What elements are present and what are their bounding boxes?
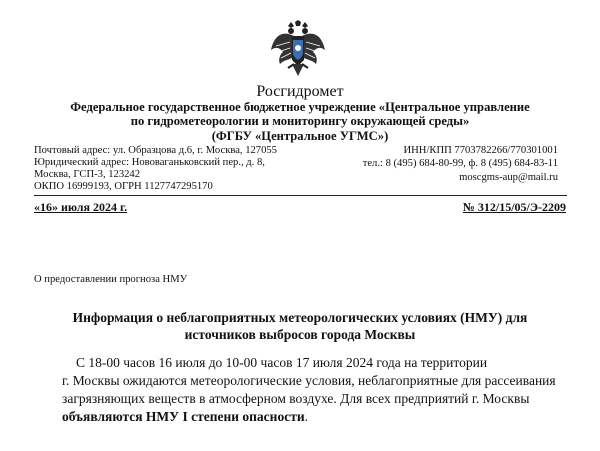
institution-line-1: Федеральное государственное бюджетное учреждение «Центральное управление	[70, 100, 530, 114]
legal-address-city: Москва, ГСП-3, 123242	[34, 169, 141, 180]
body-line-4	[62, 408, 576, 425]
institution-line-2: по гидрометеорологии и мониторингу окружающей среды»	[130, 114, 470, 128]
body-line-2: г. Москвы ожидаются метеорологические условия, неблагоприятные для рассеивания	[62, 373, 556, 388]
letter-subject: О предоставлении прогноза НМУ	[34, 274, 188, 285]
postal-address: Почтовый адрес: ул. Образцова д.6, г. Москва, 127055	[34, 145, 277, 156]
title-line-1: Информация о неблагоприятных метеорологических условиях (НМУ) для	[72, 310, 528, 325]
header-divider	[34, 195, 567, 196]
body-line-3: загрязняющих веществ в атмосферном воздухе. Для всех предприятий г. Москвы	[62, 391, 530, 406]
body-line-4-tail: .	[304, 409, 308, 424]
agency-name: Росгидромет	[256, 83, 344, 100]
legal-address: Юридический адрес: Нововаганьковский пер., д. 8,	[34, 157, 265, 168]
letter-number: № 312/15/05/Э-2209	[462, 200, 566, 214]
roshydromet-emblem-icon	[268, 20, 328, 80]
inn-kpp: ИНН/КПП 7703782266/770301001	[403, 145, 558, 156]
okpo-ogrn: ОКПО 16999193, ОГРН 1127747295170	[34, 181, 213, 192]
phone-fax: тел.: 8 (495) 684-80-99, ф. 8 (495) 684-83-11	[362, 158, 558, 169]
title-line-2: источников выбросов города Москвы	[184, 327, 416, 342]
letter-date: «16» июля 2024 г.	[34, 200, 128, 214]
email: moscgms-aup@mail.ru	[459, 172, 558, 183]
institution-line-3: (ФГБУ «Центральное УГМС»)	[211, 129, 389, 143]
danger-level-statement: объявляются НМУ I степени опасности	[62, 409, 305, 424]
body-line-1: С 18-00 часов 16 июля до 10-00 часов 17 июля 2024 года на территории	[76, 355, 488, 370]
